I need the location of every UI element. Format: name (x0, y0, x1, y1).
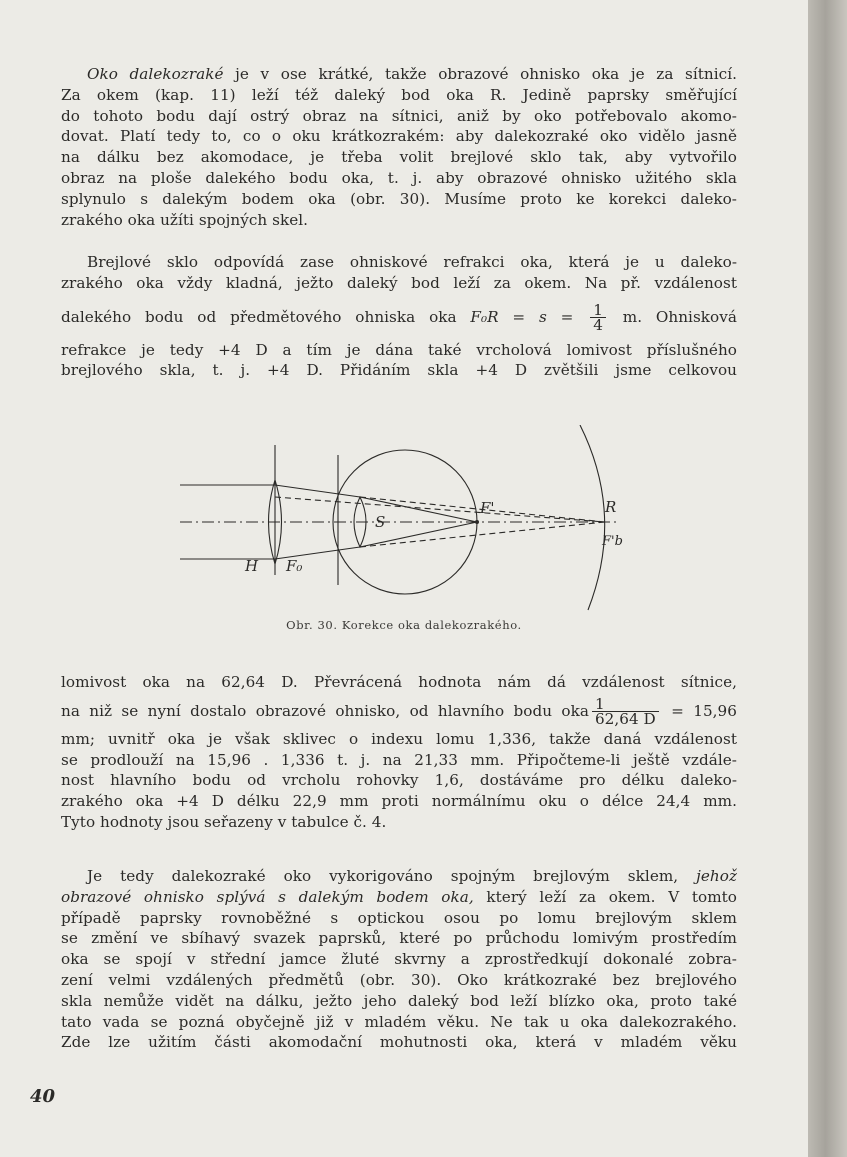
label-F-prime: F' (480, 499, 495, 517)
fraction (592, 695, 659, 729)
text-line: zení velmi vzdálených předmětů (obr. 30). Oko krátkozraké bez brejlového (61, 970, 737, 989)
ray-dashed (360, 522, 605, 547)
italic-text: jehož (696, 867, 737, 885)
text-span: je v ose krátké, takže obrazové ohnisko oka je za sítnicí. (223, 65, 737, 83)
text-span: který leží za okem. V tomto (473, 887, 737, 906)
text-span: m. Ohnisková (608, 307, 737, 326)
paragraph-3 (61, 672, 737, 833)
text-line: nost hlavního bodu od vrcholu rohovky 1,6, dostáváme pro délku daleko- (61, 771, 737, 790)
paragraph-4 (61, 866, 737, 1053)
text-line: tato vada se pozná obyčejně již v mladém věku. Ne tak u oka dalekozrakého. (61, 1012, 737, 1031)
paragraph-1 (61, 64, 737, 230)
text-span: = 15,96 (661, 701, 737, 720)
text-line: mm; uvnitř oka je však sklivec o indexu lomu 1,336, takže daná vzdálenost (61, 729, 737, 748)
label-S: S (375, 513, 386, 531)
label-F0: F₀ (286, 557, 303, 575)
text-line: zrakého oka +4 D délku 22,9 mm proti normálnímu oku o délce 24,4 mm. (61, 792, 737, 811)
text-line: skla nemůže vidět na dálku, ježto jeho daleký bod leží blízko oka, proto také (61, 991, 737, 1010)
text-line: zrakého oka užíti spojných skel. (61, 210, 309, 229)
text-line: zrakého oka vždy kladná, ježto daleký bod leží za okem. Na př. vzdálenost (61, 273, 737, 292)
text-span: na niž se nyní dostalo obrazové ohnisko, od hlavního bodu oka (61, 701, 589, 720)
book-gutter (808, 0, 847, 1157)
text-line: lomivost oka na 62,64 D. Převrácená hodnota nám dá vzdálenost sítnice, (61, 673, 737, 691)
text-line: do tohoto bodu dají ostrý obraz na sítnici, aniž by oko potřebovalo akomo- (61, 106, 737, 125)
text-line: Tyto hodnoty jsou seřazeny v tabulce č. 4. (61, 812, 387, 831)
text-line: se změní ve sbíhavý svazek paprsků, které po průchodu lomivým prostředím (61, 929, 737, 948)
label-R: R (605, 498, 617, 516)
text-line: obraz na ploše dalekého bodu oka, t. j. aby obrazové ohnisko užitého skla (61, 168, 737, 187)
page-number: 40 (30, 1086, 56, 1107)
figure-caption: Obr. 30. Korekce oka dalekozrakého. (286, 618, 522, 632)
text-line: brejlového skla, t. j. +4 D. Přidáním skla +4 D zvětšili jsme celkovou (61, 361, 737, 380)
text-line: na dálku bez akomodace, je třeba volit brejlové sklo tak, aby vytvořilo (61, 148, 737, 167)
ray-dashed (275, 497, 605, 522)
fraction-denominator: 62,64 D (594, 710, 656, 729)
italic-text: obrazové ohnisko splývá s dalekým bodem oka, (61, 887, 474, 906)
text-line: případě paprsky rovnoběžné s optickou osou po lomu brejlovým sklem (61, 908, 737, 927)
text-line: Zde lze užitím části akomodační mohutnosti oka, která v mladém věku (61, 1033, 737, 1052)
far-point-arc (580, 425, 605, 610)
text-line: Za okem (kap. 11) leží též daleký bod oka R. Jedině paprsky směřující (61, 85, 737, 104)
fraction (590, 301, 606, 335)
fraction-numerator: 1 (590, 303, 606, 318)
text-line-formula (61, 298, 737, 336)
paragraph-2 (61, 252, 737, 381)
text-line: Brejlové sklo odpovídá zase ohniskové refrakci oka, která je u daleko- (87, 253, 737, 271)
formula: F₀R = s = (470, 307, 588, 326)
text-line: dovat. Platí tedy to, co o oku krátkozrakém: aby dalekozraké oko vidělo jasně (61, 127, 737, 146)
text-line: se prodlouží na 15,96 . 1,336 t. j. na 21,33 mm. Připočteme-li ještě vzdále- (61, 750, 737, 769)
text-span: dalekého bodu od předmětového ohniska oka (61, 307, 471, 326)
figure-30-diagram (150, 425, 650, 615)
fraction-numerator: 1 (592, 697, 659, 712)
fraction-denominator: 4 (593, 316, 603, 335)
text-line-formula (61, 693, 737, 729)
text-line (61, 866, 737, 887)
text-line (61, 887, 737, 908)
text-line (61, 64, 737, 85)
label-H: H (245, 557, 259, 575)
focus-point (475, 520, 479, 524)
text-line: refrakce je tedy +4 D a tím je dána také vrcholová lomivost příslušného (61, 340, 737, 359)
ray (275, 485, 360, 497)
label-F-prime-b: F'b (602, 534, 623, 549)
italic-term: Oko dalekozraké (87, 65, 224, 83)
text-line: splynulo s dalekým bodem oka (obr. 30). Musíme proto ke korekci daleko- (61, 189, 737, 208)
text-span: Je tedy dalekozraké oko vykorigováno spojným brejlovým sklem, (87, 867, 697, 885)
text-line: oka se spojí v střední jamce žluté skvrny a zprostředkují dokonalé zobra- (61, 950, 737, 969)
